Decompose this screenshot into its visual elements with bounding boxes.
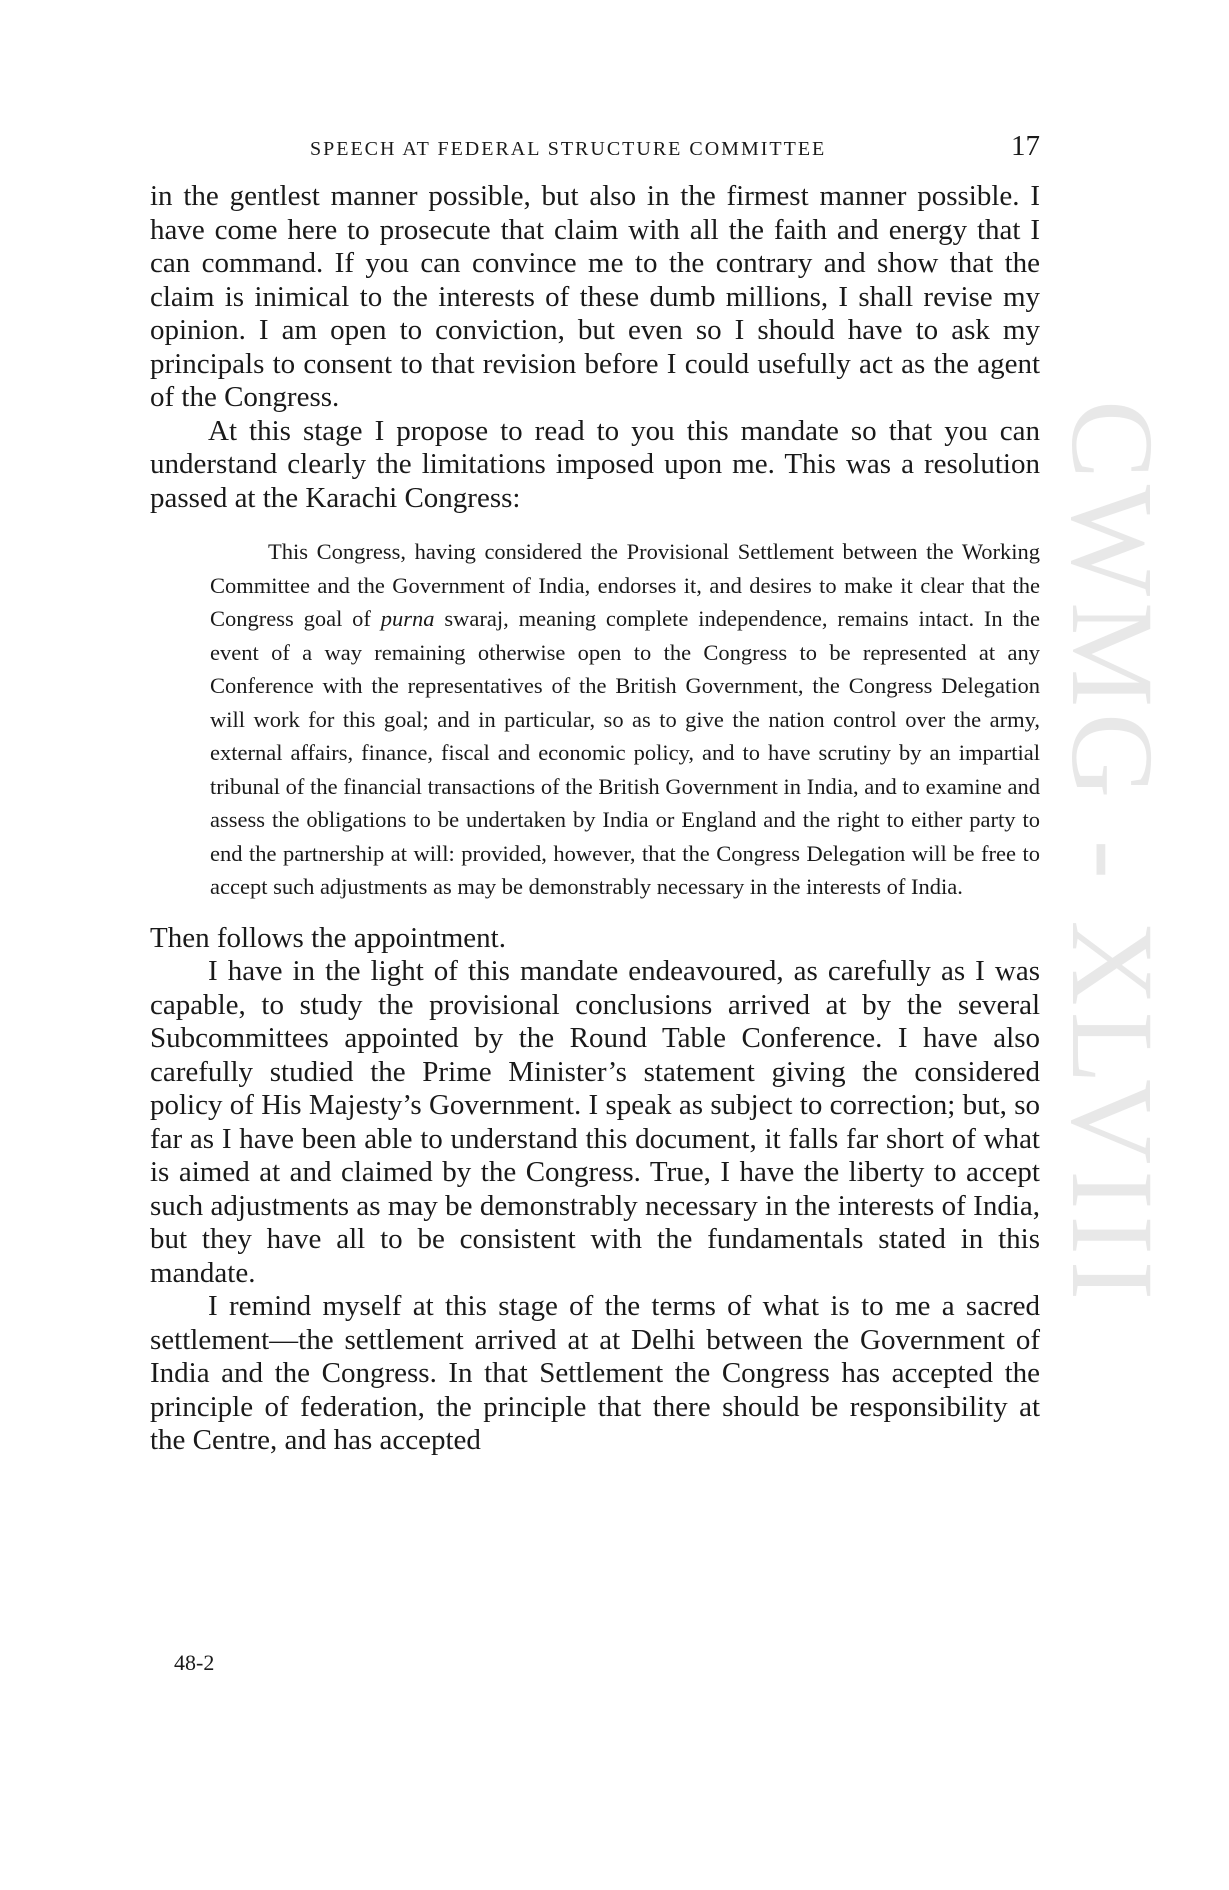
body-text [150, 180, 1040, 1458]
block-quote [210, 535, 1040, 904]
signature-mark: 48-2 [174, 1650, 215, 1675]
quote-italic-word: purna [380, 606, 435, 631]
paragraph-2: At this stage I propose to read to you this mandate so that you can understand clearly the limitations imposed upon me. This was a resolution passed at the Karachi Congress: [150, 414, 1040, 514]
running-head: SPEECH AT FEDERAL STRUCTURE COMMITTEE [310, 138, 827, 160]
page-header [150, 130, 1040, 170]
paragraph-5: I remind myself at this stage of the terms of what is to me a sacred settlement—the settlement arrived at at Delhi between the Government of India and the Congress. In that Settlement the Congress has accepted the principle of federation, the principle that there should be responsibility at the Centre, and has accepted [150, 1290, 1040, 1456]
quote-text-start: This Congress, having considered the Provisional Settlement between the Working Committee and the Government of India, endorses it, and desires to make it clear that the Congress goal of [210, 539, 1040, 631]
paragraph-3: Then follows the appointment. [150, 921, 506, 954]
quote-text-end: swaraj, meaning complete independence, remains intact. In the event of a way remaining otherwise open to the Congress to be represented at any Conference with the representatives of the British Government, the Congress Delegation will work for this goal; and in particular, so as to give the nation control over the army, external affairs, finance, fiscal and economic policy, and to have scrutiny by an impartial tribunal of the financial transactions of the British Government in India, and to examine and assess the obligations to be undertaken by India or England and the right to either party to end the partnership at will: provided, however, that the Congress Delegation will be free to accept such adjustments as may be demonstrably necessary in the interests of India. [210, 606, 1040, 899]
page-number: 17 [1011, 130, 1040, 162]
paragraph-4: I have in the light of this mandate endeavoured, as carefully as I was capable, to study the provisional conclusions arrived at by the several Subcommittees appointed by the Round Table Conference. I have also carefully studied the Prime Minister’s statement giving the considered policy of His Majesty’s Government. I speak as subject to correction; but, so far as I have been able to understand this document, it falls far short of what is aimed at and claimed by the Congress. True, I have the liberty to accept such adjustments as may be demonstrably necessary in the interests of India, but they have all to be consistent with the fundamentals stated in this mandate. [150, 955, 1040, 1289]
watermark: CWMG - XLVIII [1047, 400, 1178, 1307]
paragraph-1: in the gentlest manner possible, but also in the firmest manner possible. I have come here to prosecute that claim with all the faith and energy that I can command. If you can convince me to the contrary and show that the claim is inimical to the interests of these dumb millions, I shall revise my opinion. I am open to conviction, but even so I should have to ask my principals to consent to that revision before I could usefully act as the agent of the Congress. [150, 180, 1040, 413]
